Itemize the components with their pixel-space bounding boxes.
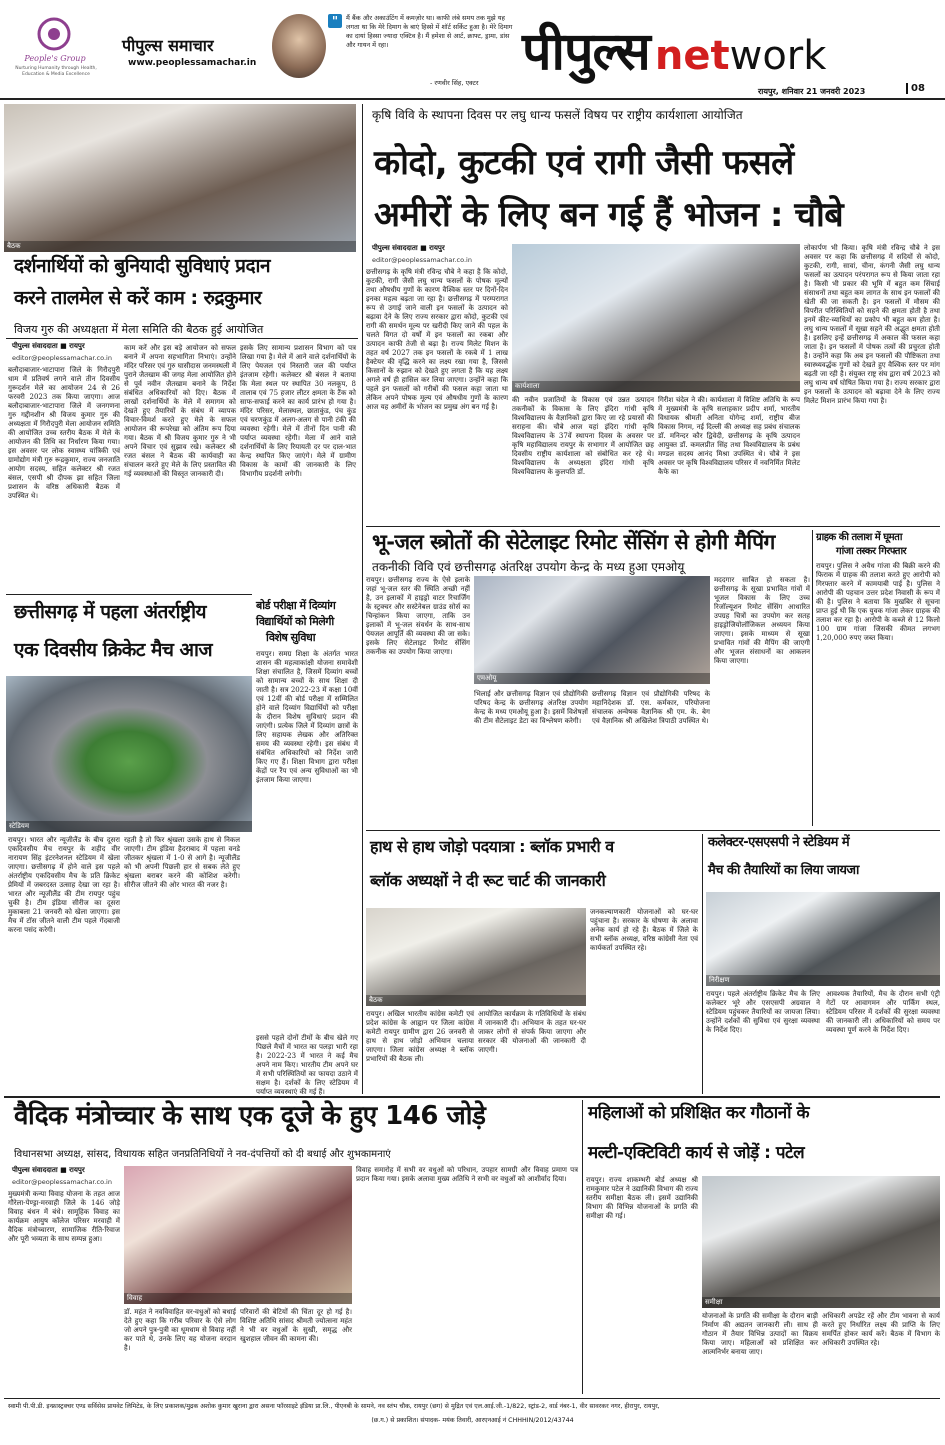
- gauthan-headline-1: महिलाओं को प्रशिक्षित कर गौठानों के: [588, 1103, 810, 1123]
- middle-rule: [4, 1096, 940, 1098]
- padyatra-headline-2: ब्लॉक अध्यक्षों ने दी रूट चार्ट की जानकारी: [370, 871, 606, 890]
- footer-imprint-2: (छ.ग.) से प्रकाशित। संपादक- मयंक तिवारी, आरएनआई नं CHHHIN/2012/43744: [371, 1417, 574, 1424]
- padyatra-col-3: जनकल्याणकारी योजनाओं को घर-घर पहुंचाना है। सरकार के घोषणा के अलावा अनेक कार्य हो रहे हैं। बैठक में जिले के सभी ब्लॉक अध्यक्ष, वरिष्ठ कांग्रेसी नेता एवं कार्यकर्ता उपस्थित रहे।: [590, 908, 698, 952]
- peoples-group-logo-icon: [34, 14, 74, 54]
- cricket-col-3: इससे पहले दोनों टीमों के बीच खेले गए पिछले मैचों में भारत का पलड़ा भारी रहा है। 2022-23 में भारत ने कई मैच अपने नाम किए। भारतीय टीम अपने घर में सभी परिस्थितियों का फायदा उठाने में सक्षम है। दर्शकों के लिए स्टेडियम में पर्याप्त व्यवस्थाएं की गई हैं।: [256, 1034, 358, 1096]
- mela-rule: [6, 338, 358, 339]
- krishi-bottom-rule: [366, 526, 940, 527]
- jal-col-3: छत्तीसगढ़ विज्ञान एवं प्रौद्योगिकी परिषद के महानिदेशक डॉ. एस. कर्मकार, परियोजना संचालक अन्वेषक वैज्ञानिक श्री एम. के. बेग एवं वैज्ञानिक श्री अखिलेश त्रिपाठी उपस्थित थे।: [592, 690, 710, 725]
- vivah-ceremony-photo: [124, 1166, 352, 1304]
- cricket-headline-2: एक दिवसीय क्रिकेट मैच आज: [14, 639, 213, 661]
- masthead-rule: [0, 98, 945, 100]
- krishi-email: editor@peoplessamachar.co.in: [372, 256, 472, 264]
- photo-label: स्टेडियम: [6, 821, 252, 832]
- mela-byline: पीपुल्स संवाददाता ■ रायपुर: [12, 342, 85, 350]
- jal-col-2: भिलाई और छत्तीसगढ़ विज्ञान एवं प्रौद्योगिकी परिषद केन्द्र के छत्तीसगढ़ अंतरिक्ष उपयोग केन्द्र के मध्य एमओयू हुआ है। इसमें विशेषज्ञों की टीम सैटेलाइट डेटा का विश्लेषण करेगी।: [474, 690, 588, 725]
- krishi-col-2: की नवीन प्रजातियों के विकास एवं उन्नत उत्पादन तकनीकों के विकास के लिए इंदिरा गांधी कृषि विश्वविद्यालय के वैज्ञानिकों द्वारा किए जा रहे प्रयासों की सराहना की। चौबे आज यहां इंदिरा गांधी कृषि विश्वविद्यालय के 37वें स्थापना दिवस के अवसर पर कृषि महाविद्यालय रायपुर के सभागार में आयोजित छह दिवसीय राष्ट्रीय कार्यशाला को संबोधित कर रहे थे। विश्वविद्यालय के अध्यक्षता इंदिरा गांधी कृषि विश्वविद्यालय के कुलपति डॉ.: [512, 396, 654, 476]
- left-column-divider: [362, 104, 363, 1094]
- network-title-part-3: work: [729, 33, 827, 79]
- quote-text: मैं बैंक और अकाउंटिंग में कमज़ोर था। काफी लंबे समय तक मुझे यह लगता था कि मेरे दिमाग के बाएं हिस्से में शॉर्ट सर्किट हुआ है। मेरे दिमाग का दायां हिस्सा ज्यादा एक्टिव है। मैं हमेशा से आर्ट, क्राफ्ट, ड्रामा, डांस और गायन में रहा।: [346, 14, 513, 49]
- vivah-col-2: डॉ. महंत ने नवविवाहित वर-वधुओं को बधाई देते हुए कहा कि गरीब परिवार के ऐसे लोग जो अपने पुत्र-पुत्री का धूमधाम से विवाह नहीं कर पाते थे, उनके लिए यह योजना वरदान है।: [124, 1308, 236, 1352]
- krishi-kicker: कृषि विवि के स्थापना दिवस पर लघु धान्य फसलें विषय पर राष्ट्रीय कार्यशाला आयोजित: [372, 108, 743, 122]
- logo-tagline: Nurturing Humanity through Health, Education & Media Excellence: [15, 66, 97, 77]
- gauthan-divider: [582, 1100, 583, 1394]
- collector-headline-1: कलेक्टर-एसएसपी ने स्टेडियम में: [708, 835, 850, 850]
- gauthan-col-3: अधिकारी अपडेट रहें और टीम भावना से कार्य करते हुए निर्धारित लक्ष्य की प्राप्ति के लिए समर्पित होकर कार्य करें। बैठक में विभाग के अधिकारी उपस्थित रहे।: [822, 1312, 940, 1347]
- vivah-col-4: विवाह समारोह में सभी वर वधुओं को परिधान, उपहार सामग्री और विवाह प्रमाण पत्र प्रदान किया गया। इसके अलावा मुख्य अतिथि ने सभी वर वधुओं को आशीर्वाद दिया।: [356, 1166, 578, 1183]
- photo-label: एमओयू: [474, 673, 710, 684]
- gauthan-meeting-photo: [702, 1176, 940, 1308]
- vivah-subhead: विधानसभा अध्यक्ष, सांसद, विधायक सहित जनप्रतिनिधियों ने नव-दंपत्तियों को दी बधाई और शुभकामनाएं: [14, 1149, 391, 1160]
- ganja-headline-2: गांजा तस्कर गिरफ्तार: [836, 546, 907, 557]
- jal-col-1: रायपुर। छत्तीसगढ़ राज्य के ऐसे इलाके जहां भू-जल स्तर की स्थिति अच्छी नहीं है, उन इलाकों में हाइड्रो वाटर रिचार्जिंग के स्ट्रक्चर और सस्टेनेबल ग्राउंड सोर्स का चिन्हांकन किया जाएगा, ताकि उन इलाकों में भू-जल संवर्धन के साथ-साथ पेयजल आपूर्ति की व्यवस्था की जा सके। इसके लिए सेटेलाइट रिमोट सेंसिंग तकनीक का उपयोग किया जाएगा।: [366, 576, 470, 656]
- krishi-headline-2: अमीरों के लिए बन गई हैं भोजन : चौबे: [374, 195, 844, 235]
- ganja-divider: [812, 530, 813, 826]
- paper-name: पीपुल्स समाचार: [122, 36, 214, 55]
- mela-subhead: विजय गुरु की अध्यक्षता में मेला समिति की बैठक हुई आयोजित: [14, 323, 264, 336]
- photo-label: निरीक्षण: [706, 975, 940, 986]
- website: www.peoplessamachar.in: [128, 58, 257, 68]
- photo-label: समीक्षा: [702, 1297, 940, 1308]
- quote-icon: ": [328, 14, 342, 28]
- vivah-headline: वैदिक मंत्रोच्चार के साथ एक दूजे के हुए 146 जोड़े: [14, 1101, 486, 1131]
- collector-inspection-photo: [706, 892, 940, 986]
- quote-author: - रणवीर सिंह, एक्टर: [430, 79, 479, 87]
- network-title-part-1: पीपुल्स: [522, 22, 650, 82]
- padyatra-headline-1: हाथ से हाथ जोड़ो पदयात्रा : ब्लॉक प्रभारी व: [370, 837, 614, 856]
- logo-group-name: People's Group: [24, 54, 86, 63]
- vivah-col-3: परिवारों की बेटियों की चिंता दूर हो गई है। विशिष्ट अतिथि सांसद श्रीमती ज्योत्सना महंत ने भी वर वधुओं के सुखी, समृद्ध और खुशहाल जीवन की कामना की।: [240, 1308, 352, 1343]
- krishi-col-3: गिरीश चंदेल ने की। कार्यशाला में विशिष्ट अतिथि के रूप में मुख्यमंत्री के कृषि सलाहकार प्रदीप शर्मा, भारतीय विधायक श्रीमती अनिता योगेन्द्र शर्मा, राष्ट्रीय बीज विकास निगम, नई दिल्ली की अध्यक्ष सह प्रबंध संचालक डॉ. मनिन्दर कौर द्विवेदी, छत्तीसगढ़ के कृषि उत्पादन आयुक्त डॉ. कमलप्रीत सिंह तथा विश्वविद्यालय के प्रबंध मण्डल सदस्य आनंद मिश्रा उपस्थित थे। चौबे ने इस अवसर पर कृषि विश्वविद्यालय परिसर में नवनिर्मित मिलेट कैफे का: [658, 396, 800, 476]
- board-headline-2: विद्यार्थियों को मिलेगी: [256, 615, 334, 628]
- collector-col-1: रायपुर। पहले अंतर्राष्ट्रीय क्रिकेट मैच के लिए कलेक्टर भूरे और एसएसपी अग्रवाल ने स्टेडियम पहुंचकर तैयारियों का जायजा लिया। उन्होंने दर्शकों की सुविधा एवं सुरक्षा व्यवस्था के निर्देश दिए।: [706, 990, 820, 1034]
- mela-col-1: बलौदाबाजार-भाटापारा जिले के गिरौदपुरी धाम में प्रतिवर्ष लगने वाले तीन दिवसीय गुरूदर्शन मेले का आयोजन 24 से 26 फरवरी 2023 तक किया जाएगा। आज बलौदाबाजार-भाटापारा जिले में जनगणना गुरु गद्दीनशीन श्री विजय कुमार गुरु की अध्यक्षता में गिरौदपुरी मेला आयोजन समिति की आयोजित उच्च स्तरीय बैठक में मेले के आयोजन की तिथि का निर्धारण किया गया। इस अवसर पर लोक स्वास्थ्य यांत्रिकी एवं ग्रामोद्योग मंत्री गुरु रूद्रकुमार, राज्य जनजाति आयोग सदस्य, सहित कलेक्टर श्री रजत बंसल, एसपी श्री दीपक झा सहित जिला प्रशासन के वरिष्ठ अधिकारी बैठक में उपस्थित थे।: [8, 366, 120, 500]
- celebrity-photo: [272, 14, 326, 78]
- padyatra-col-1: रायपुर। अखिल भारतीय कांग्रेस कमेटी एवं प्रदेश कांग्रेस के आह्वान पर जिला कांग्रेस कमेटी रायपुर ग्रामीण द्वारा 26 जनवरी से हाथ से हाथ जोड़ो अभियान चलाया जाएगा। जिला कांग्रेस अध्यक्ष ने ब्लॉक प्रभारियों की बैठक ली।: [366, 1010, 474, 1063]
- mela-headline-2: करने तालमेल से करें काम : रुद्रकुमार: [14, 287, 262, 309]
- ganja-body: रायपुर। पुलिस ने अवैध गांजा की बिक्री करने की फिराक में ग्राहक की तलाश करते हुए आरोपी को गिरफ्तार करने में कामयाबी पाई है। पुलिस ने आरोपी की पहचान उत्तर प्रदेश निवासी के रूप में की है। पुलिस ने बताया कि मुखबिर से सूचना प्राप्त हुई थी कि एक युवक गांजा लेकर ग्राहक की तलाश कर रहा है। आरोपी के कब्जे से 12 किलो 100 ग्राम गांजा जिसकी कीमत लगभग 1,20,000 रुपए जब्त किया।: [816, 562, 940, 642]
- board-headline-3: विशेष सुविधा: [266, 631, 316, 644]
- dateline: रायपुर, शनिवार 21 जनवरी 2023: [758, 87, 866, 96]
- gauthan-headline-2: मल्टी-एक्टिविटी कार्य से जोड़ें : पटेल: [588, 1143, 805, 1163]
- jal-col-4: मददगार साबित हो सकता है। छत्तीसगढ़ के सूखा प्रभावित गांवों में भूजल विकास के लिए उच्च रिजॉल्यूशन रिमोट सेंसिंग आधारित उपग्रह चित्रों का उपयोग कर सतह हाइड्रोजियोलॉजिकल अध्ययन किया जाएगा। इसके माध्यम से सूखा प्रभावित गांवों की मैपिंग की जाएगी और भूजल संसाधनों का आकलन किया जाएगा।: [714, 576, 810, 665]
- mela-headline-1: दर्शनार्थियों को बुनियादी सुविधाएं प्रदान: [14, 255, 271, 277]
- krishi-col-1: छत्तीसगढ़ के कृषि मंत्री रविन्द्र चौबे ने कहा है कि कोदो, कुटकी, रागी जैसी लघु धान्य फसलों के पोषक मूल्यों तथा औषधीय गुणों के कारण वैश्विक स्तर पर दिनों-दिन इनका महत्व बढ़ता जा रहा है। छत्तीसगढ़ में परम्परागत रूप से उगाई जाने वाली इन फसलों के उत्पादन को बढ़ावा देने के लिए राज्य सरकार द्वारा कोदो, कुटकी एवं रागी की समर्थन मूल्य पर खरीदी किए जाने की पहल के चलते विगत दो वर्षों में इन फसलों का रकबा और उत्पादन काफी तेजी से बढ़ा है। राज्य मिलेट मिशन के तहत वर्ष 2027 तक इन फसलों के रकबे में 1 लाख हैक्टेयर की वृद्धि करने का लक्ष्य रखा गया है, जिससे किसानों के रुझान को देखते हुए लगता है कि यह लक्ष्य अगले वर्ष ही हासिल कर लिया जाएगा। उन्होंने कहा कि पहले इन फसलों को गरीबों की फसल कहा जाता था लेकिन अपने पोषक मूल्य एवं औषधीय गुणों के कारण आज यह अमीरों के भोजन का प्रमुख अंग बन गई है।: [366, 268, 508, 411]
- padyatra-meeting-photo: [366, 908, 586, 1006]
- footer-rule: [4, 1398, 940, 1399]
- cricket-col-1: रायपुर। भारत और न्यूजीलैंड के बीच दूसरा एकदिवसीय मैच रायपुर के शहीद वीर नारायण सिंह इंटरनेशनल स्टेडियम में खेला जाएगा। छत्तीसगढ़ में होने वाले इस पहले अंतर्राष्ट्रीय एकदिवसीय मैच के प्रति क्रिकेट प्रेमियों में जबरदस्त उत्साह देखा जा रहा है। भारत और न्यूजीलैंड की टीम रायपुर पहुंच चुकी है। टीम इंडिया सीरीज का दूसरा मुकाबला 21 जनवरी को खेला जाएगा। इस मैच में टॉस जीतने वाली टीम पहले गेंदबाजी करना पसंद करेगी।: [8, 836, 120, 934]
- vivah-email: editor@peoplessamachar.co.in: [12, 1178, 112, 1186]
- mela-col-2: काम करें और इस बड़े आयोजन को सफल बनाने में अपना सहभागिता निभाएं। उन्होंने मंदिर परिसर एवं गुरु घासीदास जनमस्थली में पुराने जैतखाम की जगह मेला आयोजित होने से पूर्व नवीन जैतखाम बनाने के निर्देश संबंधित अधिकारियों को दिए। बैठक में लाखों दर्शनार्थियों के मेले में समागम को देखते हुए तैयारियों के संबंध में व्यापक विचार-विमर्श करते हुए मेले के सफल आयोजन की रूपरेखा को अंतिम रूप दिया गया। बैठक में श्री विजय कुमार गुरु ने भी अपने विचार एवं सुझाव रखे। कलेक्टर श्री रजत बंसल ने बैठक की कार्यवाही का संचालन करते हुए मेले के लिए प्रस्तावित की गई व्यवस्थाओं की विस्तृत जानकारी दी।: [124, 344, 236, 478]
- board-headline-1: बोर्ड परीक्षा में दिव्यांग: [256, 599, 336, 612]
- jal-headline: भू-जल स्त्रोतों की सेटेलाइट रिमोट सेंसिंग से होगी मैपिंग: [372, 530, 775, 554]
- peoples-group-logo: [34, 14, 74, 54]
- krishi-col-4: लोकार्पण भी किया। कृषि मंत्री रविन्द्र चौबे ने इस अवसर पर कहा कि छत्तीसगढ़ में सदियों से कोदो, कुटकी, रागी, सावां, चीना, कंगनी जैसी लघु धान्य फसलों का उत्पादन परंपरागत रूप से किया जाता रहा है। किसी भी प्रकार की भूमि में बहुत कम सिंचाई संसाधनों तथा बहुत कम लागत के साथ इन फसलों की खेती की जा सकती है। इन फसलों में मौसम की विपरीत परिस्थितियों को सहने की क्षमता होती है तथा इनमें कीट-व्याधियों का प्रकोप भी बहुत कम होता है। लघु धान्य फसलों में सूखा सहने की अद्भुत क्षमता होती है। इसलिए इन्हें छत्तीसगढ़ में अकाल की फसल कहा जाता है। इन फसलों में पोषक तत्वों की प्रचुरता होती है। उन्होंने कहा कि अब इन फसलों की पौष्टिकता तथा स्वास्थ्यवर्द्धक गुणों को देखते हुए वैश्विक स्तर पर मांग बढ़ती जा रही है। संयुक्त राष्ट्र संघ द्वारा वर्ष 2023 को लघु धान्य वर्ष घोषित किया गया है। राज्य सरकार द्वारा इन फसलों के उत्पादन को बढ़ावा देने के लिए राज्य मिलेट मिशन प्रारंभ किया गया है।: [804, 244, 940, 405]
- board-body: रायपुर। समग्र शिक्षा के अंतर्गत भारत शासन की महत्वाकांक्षी योजना समावेशी शिक्षा संचालित है, जिसमें दिव्यांग बच्चों को सामान्य बच्चों के साथ शिक्षा दी जाती है। सत्र 2022-23 में कक्षा 10वीं एवं 12वीं की बोर्ड परीक्षा में सम्मिलित होने वाले दिव्यांग विद्यार्थियों को परीक्षा के दौरान विशेष सुविधाएं प्रदान की जाएंगी। प्रत्येक जिले में दिव्यांग छात्रों के लिए सहायक लेखक और अतिरिक्त समय की व्यवस्था रहेगी। इस संबंध में संबंधित अधिकारियों को निर्देश जारी किए गए हैं। शिक्षा विभाग द्वारा परीक्षा केंद्रों पर रैंप एवं अन्य सुविधाओं का भी इंतजाम किया जाएगा।: [256, 650, 358, 784]
- collector-col-2: आवश्यक तैयारियों, मैच के दौरान सभी एंट्री गेटों पर आवागमन और पार्किंग स्थल, स्टेडियम परिसर में दर्शकों की सुरक्षा व्यवस्था की जानकारी ली। अधिकारियों को समय पर व्यवस्था पूर्ण करने के निर्देश दिए।: [826, 990, 940, 1034]
- photo-label: बैठक: [366, 995, 586, 1006]
- padyatra-col-2: आयोजित कार्यक्रम के गतिविधियों के संबंध में जानकारी दी। अभियान के तहत घर-घर जाकर लोगों से संपर्क किया जाएगा और सरकार की योजनाओं की जानकारी दी जाएगी।: [478, 1010, 586, 1054]
- collector-divider: [702, 834, 703, 1094]
- footer-imprint-1: स्वामी पी.पी.डी. इन्फ्रास्ट्रक्चर एण्ड सर्विसेस प्रायवेट लिमिटेड, के लिए प्रकाशक/मुद्रक अशोक कुमार खुराना द्वारा असना फॉरसाइटे इंडिया प्रा.लि., पीएनबी के सामने, नव स्तंभ चौक, रायपुर (छग) से मुद्रित एवं एल.आई.जी.-1/822, स्ट्रांड-2, वार्ड नंबर-1, वीर सावरकर नगर, हीरापुर, रायपुर,: [8, 1403, 660, 1410]
- krishi-headline-1: कोदो, कुटकी एवं रागी जैसी फसलें: [374, 143, 794, 183]
- photo-label: बैठक: [4, 241, 356, 252]
- photo-label: कार्यशाला: [512, 381, 800, 392]
- collector-headline-2: मैच की तैयारियों का लिया जायजा: [708, 863, 859, 878]
- cricket-top-rule: [6, 594, 252, 595]
- cricket-headline-1: छत्तीसगढ़ में पहला अंतर्राष्ट्रीय: [14, 601, 207, 623]
- krishi-workshop-photo: [512, 244, 800, 392]
- jal-subhead: तकनीकी विवि एवं छत्तीसगढ़ अंतरिक्ष उपयोग केन्द्र के मध्य हुआ एमओयू: [372, 560, 685, 574]
- jal-bottom-rule: [366, 830, 940, 831]
- masthead: [0, 0, 945, 100]
- vivah-col-1: मुख्यमंत्री कन्या विवाह योजना के तहत आज गौरेला-पेण्ड्रा-मरवाही जिले के 146 जोड़े विवाह बंधन में बंधे। सामूहिक विवाह का कार्यक्रम आयुष कॉलेज परिसर मरवाही में वैदिक मंत्रोच्चारण, सामाजिक रीति-रिवाज और पूरी भव्यता के साथ सम्पन्न हुआ।: [8, 1190, 120, 1243]
- network-title-part-2: net: [654, 33, 730, 79]
- gauthan-col-2: योजनाओं के प्रगति की समीक्षा के दौरान बाड़ी निर्माण की अद्यतन जानकारी ली। साथ ही गौठान में तैयार विभिन्न उत्पादों का विक्रय किया जाए। महिलाओं को प्रशिक्षित कर आत्मनिर्भर बनाया जाए।: [702, 1312, 818, 1356]
- gauthan-col-1: रायपुर। राज्य शाकम्भरी बोर्ड अध्यक्ष श्री रामकुमार पटेल ने उद्यानिकी विभाग की राज्य स्तरीय समीक्षा बैठक ली। इसमें उद्यानिकी विभाग की विभिन्न योजनाओं के प्रगति की समीक्षा की गई।: [586, 1176, 698, 1220]
- mela-meeting-photo: [4, 104, 356, 252]
- mela-col-3: इसके लिए सामान्य प्रशासन विभाग को पत्र लिखा गया है। मेले में आने वाले दर्शनार्थियों के लिए पेयजल एवं निस्तारी जल की पर्याप्त इंतजाम रहेगी। कलेक्टर श्री बंसल ने बताया कि मेला स्थल पर स्थापित 30 नलकूप, 8 तालाब एवं 75 हजार लीटर क्षमता के टैंक को साफ-सफाई करने का कार्य प्रारंभ हो गया है। मंदिर परिसर, मेलास्थल, छाताकुंड, पंच कुंड एवं चरणकुंड में अलग-अलग से पानी टंकी की व्यवस्था रहेगी। मेले में तीनों दिन पानी की पर्याप्त व्यवस्था रहेगी। मेला में आने वाले दर्शनार्थियों के लिए रियायती दर पर दाल-भात केन्द्र स्थापित किए जाएंगे। मेले में ग्रामीण विकास के कामों की जानकारी के लिए विभागीय प्रदर्शनी लगेगी।: [240, 344, 356, 478]
- cricket-col-2: रहती है तो फिर श्रृंखला उसके हाथ से निकल जाएगी। टीम इंडिया हैदराबाद में पहला वनडे जीतकर श्रृंखला में 1-0 से आगे है। न्यूजीलैंड को भी अपनी पिछली हार से सबक लेते हुए श्रृंखला बराबर करने की कोशिश करेगी। सीरीज जीतने की ओर भारत की नजर है।: [124, 836, 240, 889]
- page-number: 08: [906, 83, 925, 94]
- vivah-byline: पीपुल्स संवाददाता ■ रायपुर: [12, 1166, 85, 1174]
- photo-label: विवाह: [124, 1293, 352, 1304]
- krishi-byline: पीपुल्स संवाददाता ■ रायपुर: [372, 244, 445, 252]
- jal-mou-photo: [474, 576, 710, 684]
- stadium-photo: [6, 676, 252, 832]
- network-title: [522, 14, 826, 84]
- mela-email: editor@peoplessamachar.co.in: [12, 354, 112, 362]
- ganja-headline-1: ग्राहक की तलाश में घूमता: [816, 532, 902, 543]
